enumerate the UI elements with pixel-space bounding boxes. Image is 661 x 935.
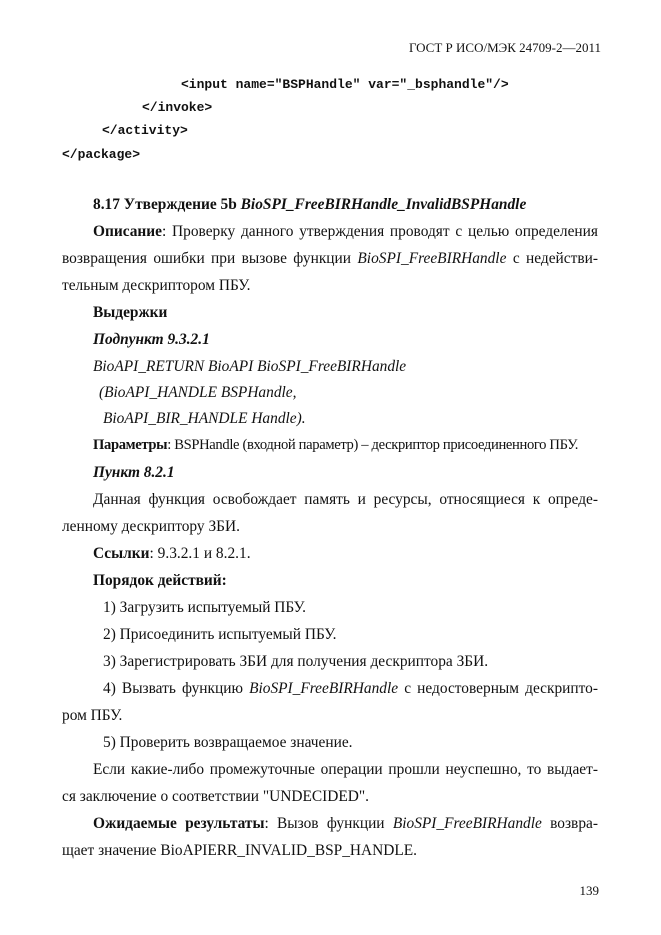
excerpts-heading: Выдержки [93,304,168,321]
parameters-line: Параметры: BSPHandle (входной параметр) – дескриптор присоединенного ПБУ. [93,437,579,453]
steps-heading: Порядок действий: [93,572,227,589]
expected-results-label: Ожидаемые результаты [93,815,265,832]
signature-line: (BioAPI_HANDLE BSPHandle, [99,384,297,401]
code-line: </activity> [102,123,188,138]
excerpt-text: ленному дескриптору ЗБИ. [62,518,240,535]
signature-line: BioAPI_BIR_HANDLE Handle). [103,410,306,427]
clause-ref: Пункт 8.2.1 [93,464,175,481]
references-label: Ссылки [93,545,150,562]
code-line: </package> [62,147,141,162]
code-line: <input name="BSPHandle" var="_bsphandle"/> [181,77,509,92]
function-name: BioSPI_FreeBIRHandle [357,250,507,267]
expected-results-line: Ожидаемые результаты: Вызов функции BioSPI_FreeBIRHandle возвра- [93,815,598,832]
step-item: 4) Вызвать функцию BioSPI_FreeBIRHandle с недостоверным дескрипто- [103,680,598,697]
description-line: тельным дескриптором ПБУ. [62,277,251,294]
step-item: 2) Присоединить испытуемый ПБУ. [103,626,337,643]
description-line: Описание: Проверку данного утверждения проводят с целью определения [93,223,598,240]
step-item: 3) Зарегистрировать ЗБИ для получения дескриптора ЗБИ. [103,653,489,670]
function-name: BioSPI_FreeBIRHandle [392,815,542,832]
section-number: 8.17 [93,196,120,213]
subclause-ref: Подпункт 9.3.2.1 [93,331,210,348]
section-heading [93,196,526,214]
description-label: Описание [93,223,162,240]
step-item: 1) Загрузить испытуемый ПБУ. [103,599,306,616]
function-name: BioSPI_FreeBIRHandle [249,680,399,697]
section-word: Утверждение 5b [123,196,237,213]
page-number: 139 [579,883,599,898]
expected-results-line: щает значение BioAPIERR_INVALID_BSP_HANDLE. [62,842,418,859]
excerpt-text: Данная функция освобождает память и ресурсы, относящиеся к опреде- [93,491,598,508]
references-line: Ссылки: 9.3.2.1 и 8.2.1. [93,545,251,562]
step-item: 5) Проверить возвращаемое значение. [103,734,353,751]
description-line: возвращения ошибки при вызове функции BioSPI_FreeBIRHandle с недействи- [62,250,598,267]
parameters-label: Параметры [93,437,168,453]
signature-line: BioAPI_RETURN BioAPI BioSPI_FreeBIRHandle [93,358,407,375]
undecided-text: ся заключение о соответствии "UNDECIDED". [62,788,369,805]
step-item-continuation: ром ПБУ. [62,707,123,724]
code-line: </invoke> [142,100,213,115]
document-header: ГОСТ Р ИСО/МЭК 24709-2—2011 [408,40,601,55]
undecided-text: Если какие-либо промежуточные операции прошли неуспешно, то выдает- [93,761,598,778]
section-function-name: BioSPI_FreeBIRHandle_InvalidBSPHandle [240,196,527,213]
